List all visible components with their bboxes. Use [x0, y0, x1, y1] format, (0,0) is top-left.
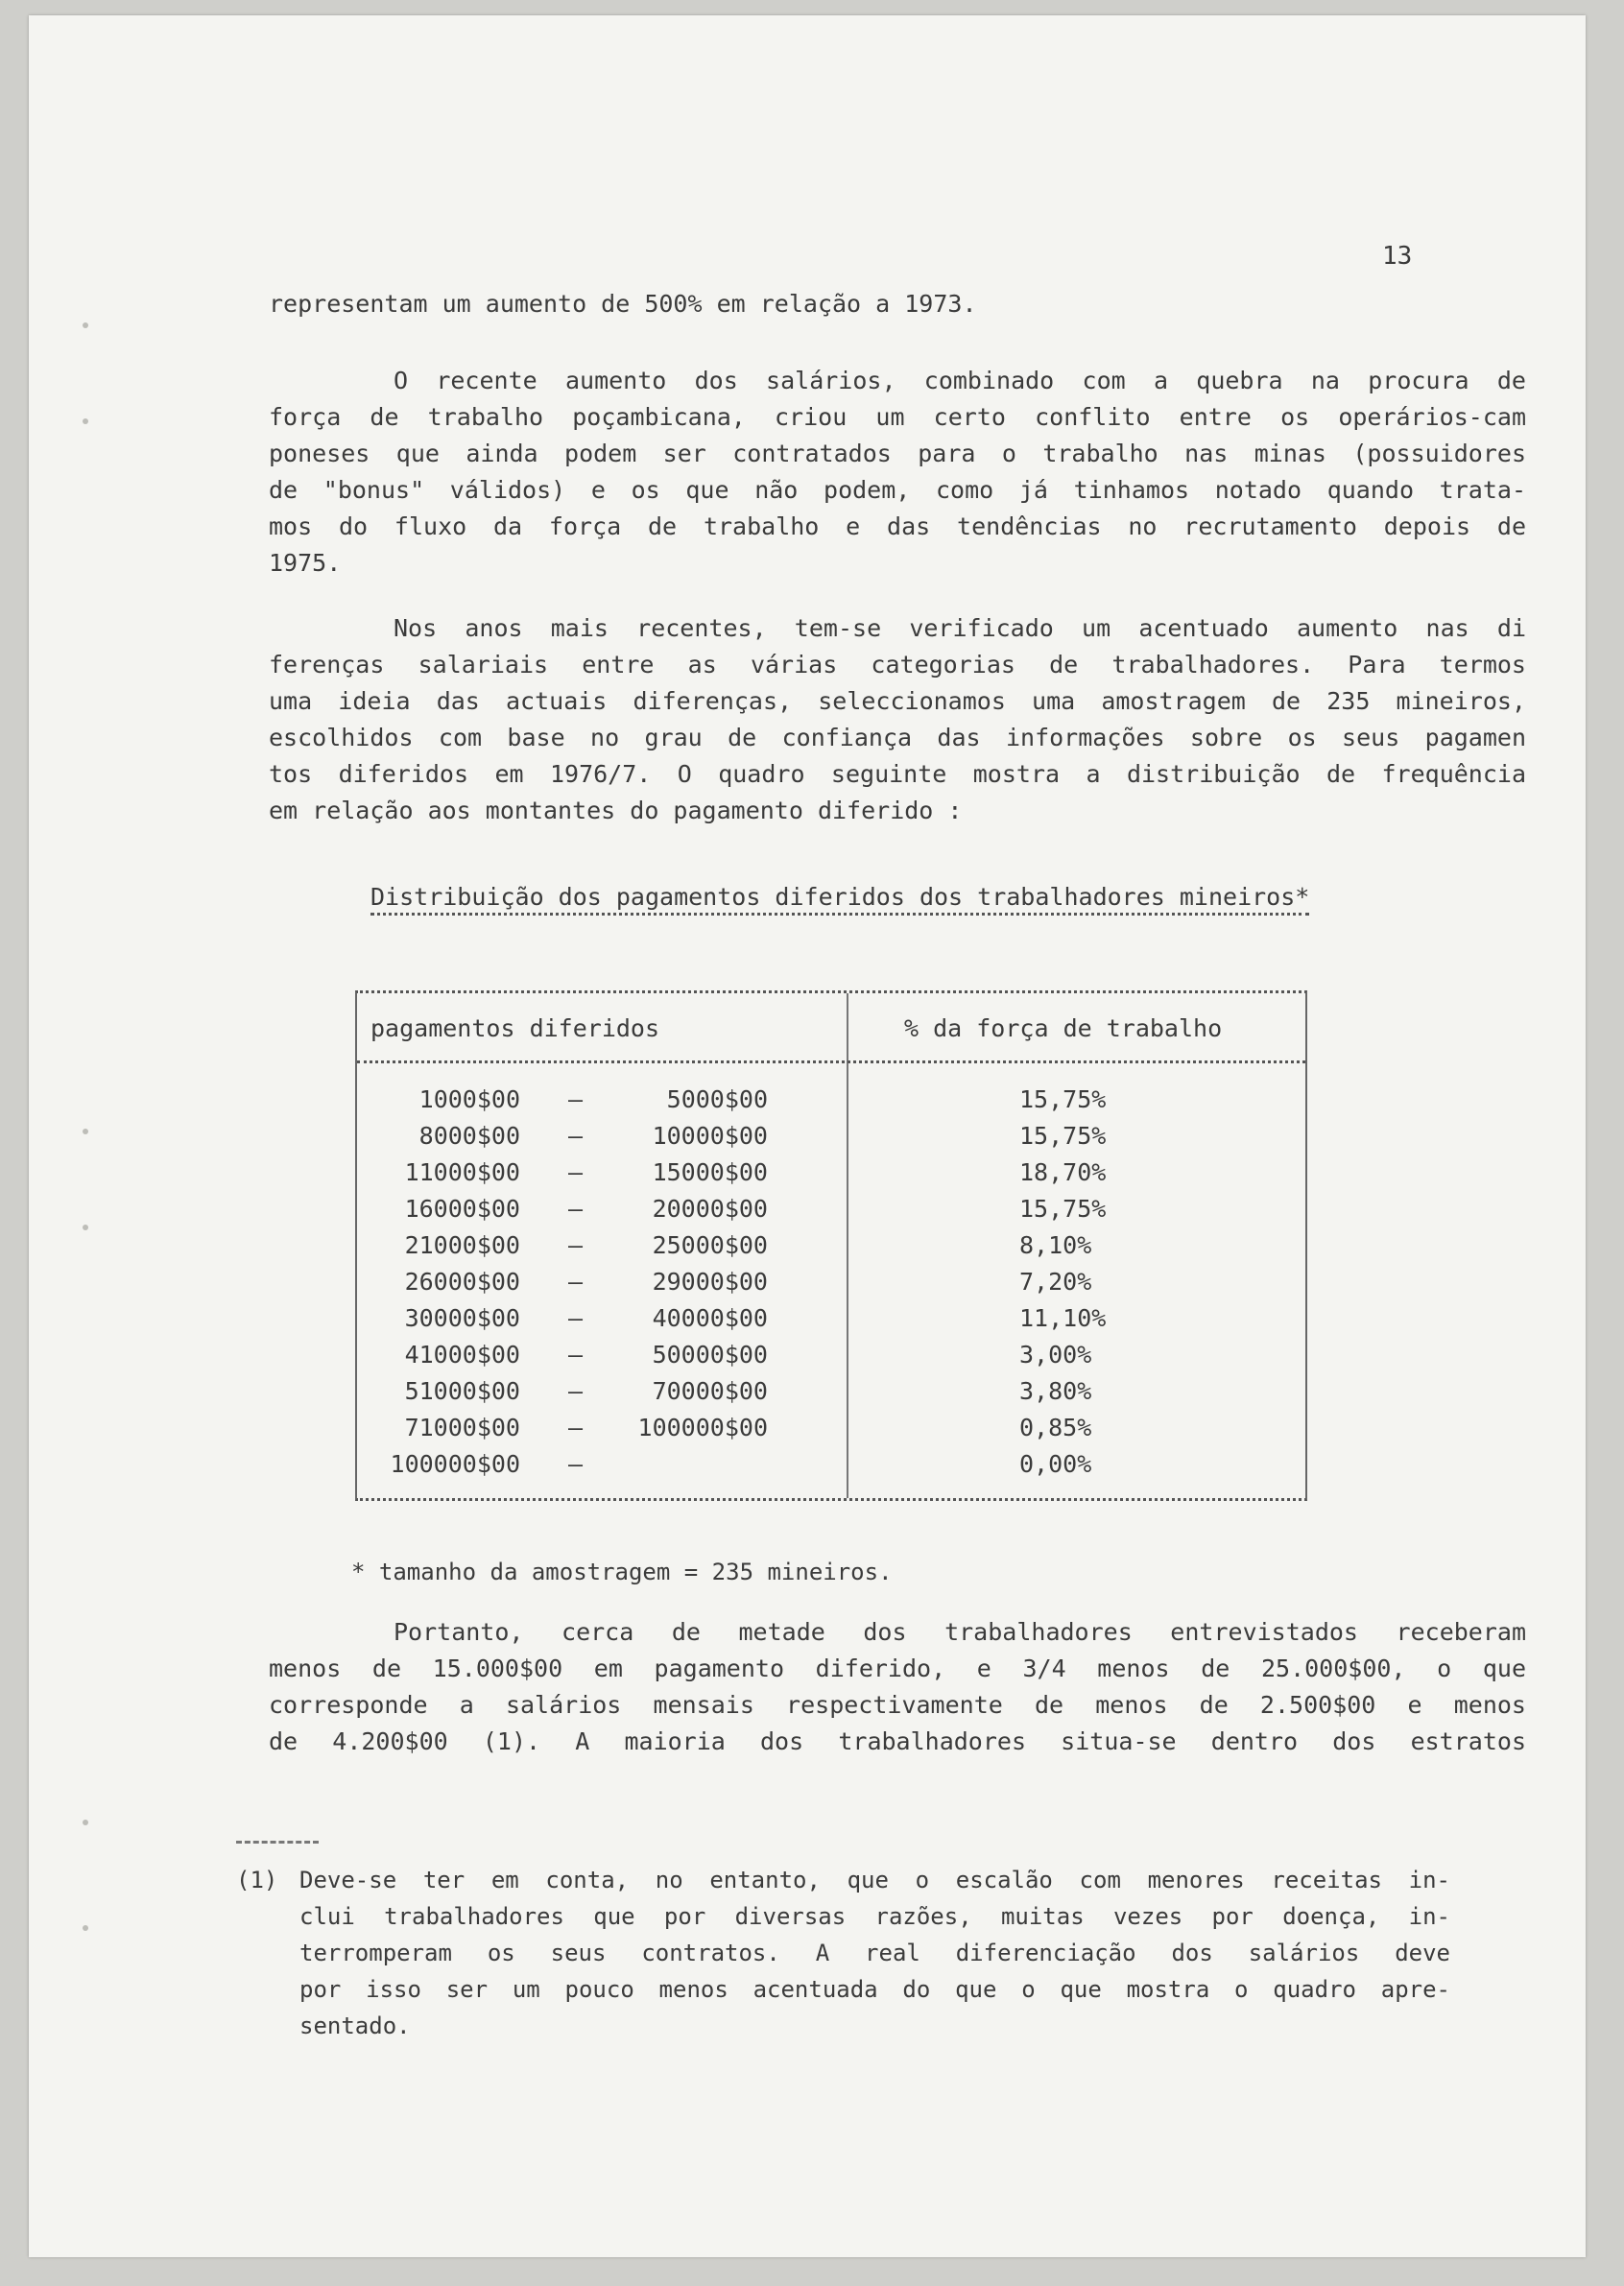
text-line: em relação aos montantes do pagamento diferido :	[269, 797, 963, 824]
text-line: Nos anos mais recentes, tem-se verificado um acentuado aumento nas di	[394, 614, 1526, 642]
cell-pct: 3,80%	[1019, 1377, 1092, 1405]
punch-mark	[83, 1129, 88, 1134]
cell-from: 30000$00	[404, 1304, 520, 1332]
text-line: terromperam os seus contratos. A real diferenciação dos salários deve	[299, 1940, 1450, 1966]
paragraph-2	[269, 363, 1526, 582]
cell-to: 5000$00	[666, 1085, 768, 1113]
cell-dash: –	[568, 1414, 584, 1441]
table-row	[357, 1304, 1305, 1341]
text-line: escolhidos com base no grau de confiança das informações sobre os seus pagamen	[269, 724, 1526, 751]
cell-from: 21000$00	[404, 1231, 520, 1259]
paragraph-3	[269, 610, 1526, 829]
table-row	[357, 1122, 1305, 1158]
distribution-table	[355, 990, 1307, 1501]
punch-mark	[83, 418, 88, 424]
text-line: força de trabalho poçambicana, criou um certo conflito entre os operários-cam	[269, 403, 1526, 431]
cell-from: 51000$00	[404, 1377, 520, 1405]
cell-to: 15000$00	[652, 1158, 768, 1186]
footnote-text	[299, 1862, 1450, 2044]
punch-mark	[83, 322, 88, 328]
cell-dash: –	[568, 1158, 584, 1186]
text-line: representam um aumento de 500% em relação a 1973.	[269, 290, 977, 318]
cell-from: 16000$00	[404, 1195, 520, 1223]
cell-from: 41000$00	[404, 1341, 520, 1369]
text-line: corresponde a salários mensais respectivamente de menos de 2.500$00 e menos	[269, 1691, 1526, 1719]
cell-dash: –	[568, 1268, 584, 1296]
text-line: Deve-se ter em conta, no entanto, que o escalão com menores receitas in-	[299, 1867, 1450, 1893]
text-line: tos diferidos em 1976/7. O quadro seguinte mostra a distribuição de frequência	[269, 760, 1526, 788]
cell-from: 26000$00	[404, 1268, 520, 1296]
table-row	[357, 1377, 1305, 1414]
table-title: Distribuição dos pagamentos diferidos dos trabalhadores mineiros*	[370, 883, 1309, 916]
text-line: menos de 15.000$00 em pagamento diferido, e 3/4 menos de 25.000$00, o que	[269, 1655, 1526, 1682]
cell-dash: –	[568, 1122, 584, 1150]
cell-pct: 0,00%	[1019, 1450, 1092, 1478]
cell-from: 71000$00	[404, 1414, 520, 1441]
cell-pct: 7,20%	[1019, 1268, 1092, 1296]
table-row	[357, 1341, 1305, 1377]
cell-dash: –	[568, 1377, 584, 1405]
text-line: uma ideia das actuais diferenças, seleccionamos uma amostragem de 235 mineiros,	[269, 687, 1526, 715]
table-row	[357, 1158, 1305, 1195]
table-row	[357, 1450, 1305, 1487]
cell-to: 70000$00	[652, 1377, 768, 1405]
column-header-payments: pagamentos diferidos	[370, 1014, 660, 1042]
table-row	[357, 1414, 1305, 1450]
cell-dash: –	[568, 1085, 584, 1113]
paragraph-1	[269, 286, 1526, 322]
punch-mark	[83, 1925, 88, 1931]
cell-to: 29000$00	[652, 1268, 768, 1296]
punch-mark	[83, 1820, 88, 1825]
cell-dash: –	[568, 1304, 584, 1332]
column-header-percent: % da força de trabalho	[904, 1014, 1223, 1042]
cell-to: 20000$00	[652, 1195, 768, 1223]
header-divider	[357, 1060, 1305, 1063]
cell-to: 40000$00	[652, 1304, 768, 1332]
table-row	[357, 1195, 1305, 1231]
text-line: ferenças salariais entre as várias categorias de trabalhadores. Para termos	[269, 651, 1526, 679]
text-line: por isso ser um pouco menos acentuada do que o que mostra o quadro apre-	[299, 1976, 1450, 2003]
text-line: mos do fluxo da força de trabalho e das tendências no recrutamento depois de	[269, 512, 1526, 540]
document-page	[29, 15, 1586, 2257]
footnote-number: (1)	[236, 1867, 278, 1893]
cell-from: 8000$00	[418, 1122, 520, 1150]
text-line: clui trabalhadores que por diversas razões, muitas vezes por doença, in-	[299, 1903, 1450, 1930]
cell-pct: 15,75%	[1019, 1085, 1107, 1113]
cell-pct: 3,00%	[1019, 1341, 1092, 1369]
cell-from: 11000$00	[404, 1158, 520, 1186]
cell-pct: 15,75%	[1019, 1195, 1107, 1223]
page-number: 13	[1382, 242, 1413, 271]
cell-from: 1000$00	[418, 1085, 520, 1113]
text-line: O recente aumento dos salários, combinado com a quebra na procura de	[394, 367, 1526, 394]
cell-to: 10000$00	[652, 1122, 768, 1150]
text-line: de 4.200$00 (1). A maioria dos trabalhadores situa-se dentro dos estratos	[269, 1727, 1526, 1755]
text-line: poneses que ainda podem ser contratados para o trabalho nas minas (possuidores	[269, 440, 1526, 467]
cell-dash: –	[568, 1231, 584, 1259]
punch-mark	[83, 1225, 88, 1230]
cell-pct: 18,70%	[1019, 1158, 1107, 1186]
text-line: de "bonus" válidos) e os que não podem, como já tinhamos notado quando trata-	[269, 476, 1526, 504]
table-row	[357, 1268, 1305, 1304]
table-row	[357, 1085, 1305, 1122]
text-line: 1975.	[269, 549, 342, 577]
text-line: Portanto, cerca de metade dos trabalhadores entrevistados receberam	[394, 1618, 1526, 1646]
cell-dash: –	[568, 1195, 584, 1223]
cell-pct: 11,10%	[1019, 1304, 1107, 1332]
cell-pct: 15,75%	[1019, 1122, 1107, 1150]
cell-dash: –	[568, 1450, 584, 1478]
paragraph-4	[269, 1614, 1526, 1760]
cell-pct: 8,10%	[1019, 1231, 1092, 1259]
cell-from: 100000$00	[390, 1450, 520, 1478]
cell-to: 50000$00	[652, 1341, 768, 1369]
text-line: sentado.	[299, 2012, 411, 2039]
table-row	[357, 1231, 1305, 1268]
table-note: * tamanho da amostragem = 235 mineiros.	[351, 1559, 893, 1585]
cell-to: 100000$00	[637, 1414, 768, 1441]
cell-dash: –	[568, 1341, 584, 1369]
footnote-rule	[236, 1841, 319, 1844]
cell-pct: 0,85%	[1019, 1414, 1092, 1441]
cell-to: 25000$00	[652, 1231, 768, 1259]
